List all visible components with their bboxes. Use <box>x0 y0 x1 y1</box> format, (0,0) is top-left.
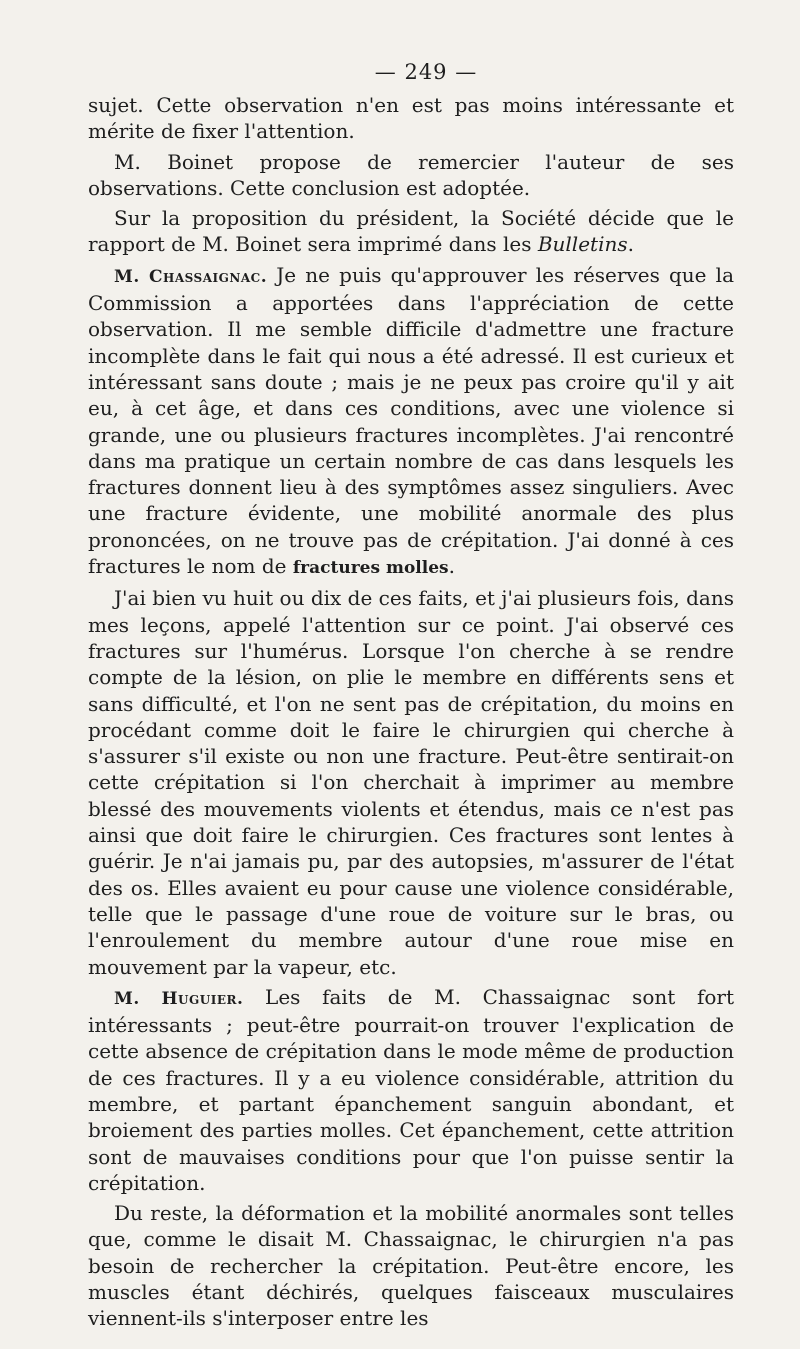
bulletins-title: Bulletins <box>537 232 628 257</box>
speaker-name: M. Chassaignac. <box>114 266 268 287</box>
bold-term: fractures molles <box>292 558 449 579</box>
paragraph-du-reste <box>88 1200 734 1331</box>
paragraph-text: M. Boinet propose de remercier l'auteur de ses observations. Cette conclusion est adoptée. <box>88 149 734 200</box>
paragraph-chassaignac <box>88 262 734 582</box>
paragraph-chassaignac-cases <box>88 585 734 979</box>
speaker-name: M. Huguier. <box>114 988 244 1009</box>
paragraph-boinet-proposal <box>88 149 734 202</box>
paragraph-text: sujet. Cette observation n'en est pas moins intéressante et mérite de fixer l'attention. <box>88 93 734 144</box>
page-number: — 249 — <box>374 60 478 84</box>
paragraph-continuation <box>88 92 734 145</box>
paragraph-text-before: Sur la proposition du président, la Société décide que le rapport de M. Boinet sera imprimé dans les <box>88 206 734 257</box>
paragraph-text: J'ai bien vu huit ou dix de ces faits, et j'ai plusieurs fois, dans mes leçons, appelé l'attention sur ce point. J'ai observé ces fractures sur l'humérus. Lorsque l'on cherche à se rendre compte de la lésion, on plie le membre en différents sens et sans difficulté, et l'on ne sent pas de crépitation, du moins en procédant comme doit le faire le chirurgien qui cherche à s'assurer s'il existe ou non une fracture. Peut-être sentirait-on cette crépitation si l'on cherchait à imprimer au membre blessé des mouvements violents et étendus, mais ce n'est pas ainsi que doit faire le chirurgien. Ces fractures sont lentes à guérir. Je n'ai jamais pu, par des autopsies, m'assurer de l'état des os. Elles avaient eu pour cause une violence considérable, telle que le passage d'une roue de voiture sur le bras, ou l'enroulement du membre autour d'une roue mise en mouvement par la vapeur, etc. <box>88 586 734 979</box>
paragraph-text-after: . <box>448 554 455 579</box>
paragraph-text: Les faits de M. Chassaignac sont fort intéressants ; peut-être pourrait-on trouver l'explication de cette absence de crépitation dans le mode même de production de ces fractures. Il y a eu violence considérable, attrition du membre, et partant épanchement sanguin abondant, et broiement des parties molles. Cet épanchement, cette attrition sont de mauvaises conditions pour que l'on puisse sentir la crépitation. <box>88 984 734 1195</box>
paragraph-text: Du reste, la déformation et la mobilité anormales sont telles que, comme le disait M. Chassaignac, le chirurgien n'a pas besoin de rechercher la crépitation. Peut-être encore, les muscles étant déchirés, quelques faisceaux musculaires viennent-ils s'interposer entre les <box>88 1201 734 1331</box>
paragraph-society-decision <box>88 205 734 258</box>
paragraph-text-after: . <box>627 232 634 257</box>
paragraph-huguier <box>88 984 734 1196</box>
paragraph-text: Je ne puis qu'approuver les réserves que la Commission a apportées dans l'appréciation de cette observation. Il me semble difficile d'admettre une fracture incomplète dans le fait qui nous a été adressé. Il est curieux et intéressant sans doute ; mais je ne peux pas croire qu'il y ait eu, à cet âge, et dans ces conditions, avec une violence si grande, une ou plusieurs fractures incomplètes. J'ai rencontré dans ma pratique un certain nombre de cas dans lesquels les fractures donnent lieu à des symptômes assez singuliers. Avec une fracture évidente, une mobilité anormale des plus prononcées, on ne trouve pas de crépitation. J'ai donné à ces fractures le nom de <box>88 262 734 579</box>
